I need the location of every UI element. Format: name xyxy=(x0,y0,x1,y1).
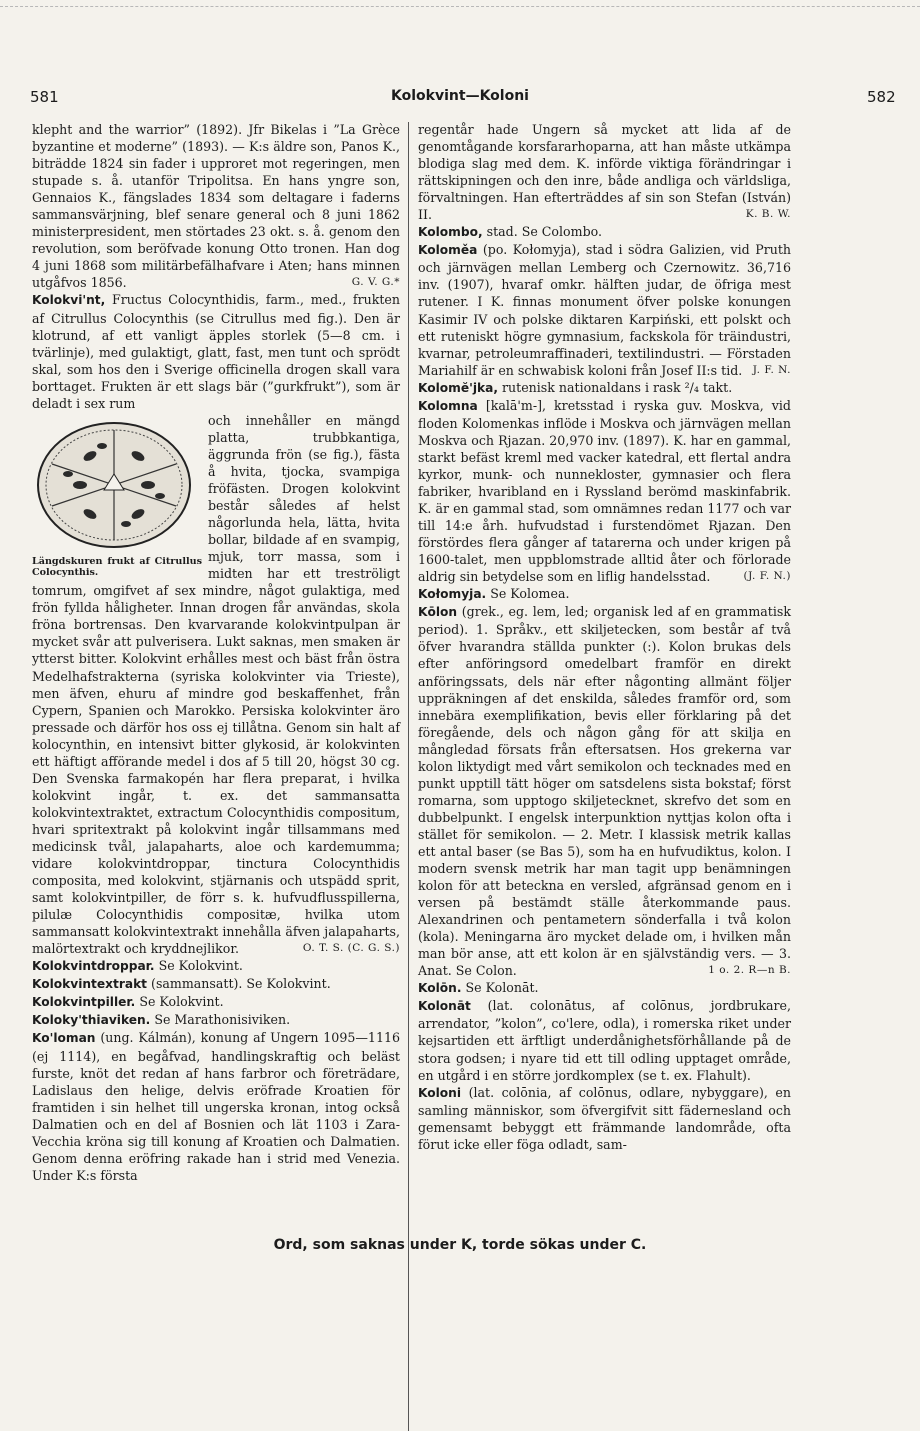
figure-caption: Längdskuren frukt af Citrullus Colocynthis. xyxy=(32,555,202,578)
fruit-figure xyxy=(32,416,202,578)
running-head: Kolokvint—Koloni xyxy=(391,88,529,104)
headword: Koloky'thiaviken. xyxy=(32,1013,151,1028)
signature: K. B. W. xyxy=(745,208,791,221)
entry-kolon: Kōlon (grek., eg. lem, led; organisk led af en grammatisk period). 1. Språkv., ett skiljetecken, som består af två öfver hvarandra ställda punkter (:). Kolon brukas dels efter anföringsord omedelbart framför en direkt anföringssats, dels när efter någonting allmänt följer uppräkningen af det enskilda, således framför ord, som innebära exemplifikation, bevis eller förklaring på det föregående, dels och någon gång för att skilja en mångledad försats från eftersatsen. Hos grekerna var kolon liktydigt med vårt semikolon och tecknades med en punkt upptill tätt höger om satsdelens sista bokstaf; först romarna, som upptogo skiljetecknet, skrefvo det som en dubbelpunkt. I engelsk interpunktion nyttjas kolon ofta i stället för semikolon. — 2. Metr. I klassisk metrik kallas ett antal baser (se Bas 5), som ha en hufvudiktus, kolon. I modern svensk metrik har man tagit upp benämningen kolon för att beteckna en versled, afgränsad genom en i versen på bestämdt ställe återkommande paus. Alexandrinen och pentametern sönderfalla i två kolon (kola). Meningarna äro mycket delade om, i hvilken mån man bör anse, att ett kolon är en självständig vers. — 3. Anat. Se Colon. 1 o. 2. R—n B. xyxy=(418,604,791,979)
left-column xyxy=(32,121,400,1184)
headword: Kolokvintpiller. xyxy=(32,995,136,1010)
entry-kolomyja: Kołomyja. Se Kolomea. xyxy=(418,586,570,602)
headword: Kolōn. xyxy=(418,981,462,996)
headword: Kołomyja. xyxy=(418,587,487,602)
entry-kolokvintdroppar: Kolokvintdroppar. Se Kolokvint. xyxy=(32,958,243,974)
signature: (J. F. N.) xyxy=(743,570,791,583)
entry-koloni: Koloni (lat. colōnia, af colōnus, odlare, nybyggare), en samling människor, som öfvergifvit sitt fädernesland och gemensamt bebyggt ett främmande landområde, ofta förut icke eller föga odladt, sam- xyxy=(418,1084,791,1152)
headword: Koloni xyxy=(418,1085,462,1100)
entry-koloman-cont: regentår hade Ungern så mycket att lida af de genomtågande korsfararhoparna, att han måste utkämpa blodiga slag med dem. K. införde viktiga förändringar i rättskipningen och den inre, både andliga och världsliga, förvaltningen. Han efterträddes af sin son Stefan (István) II. K. B. W. xyxy=(418,122,791,223)
entry-koloman: Ko'loman (ung. Kálmán), konung af Ungern 1095—1116 (ej 1114), en begåfvad, handlingskraftig och beläst furste, knöt det redan af hans farbror och företrädare, Ladislaus den helige, delvis eröfrade Kroatien för framtiden i sin helhet till ungerska kronan, intog också Dalmatien och en del af Bosnien och lät 1103 i Zara-Vecchia kröna sig till konung af Kroatien och Dalmatien. Genom denna eröfring rakade han i strid med Venezia. Under K:s första xyxy=(32,1030,400,1183)
entry-kolokythiaviken: Koloky'thiaviken. Se Marathonisiviken. xyxy=(32,1012,291,1028)
page-number-left: 581 xyxy=(30,88,59,106)
entry-kolokvintextrakt: Kolokvintextrakt (sammansatt). Se Kolokvint. xyxy=(32,976,331,992)
page-footer: Ord, som saknas under K, torde sökas under C. xyxy=(273,1237,647,1253)
column-divider xyxy=(408,122,409,1431)
headword: Kolonāt xyxy=(418,999,471,1014)
right-column xyxy=(418,121,791,1153)
entry-continuation: klepht and the warrior” (1892). Jfr Bikelas i ”La Grèce byzantine et moderne” (1893). — K:s äldre son, Panos K., biträdde 1824 sin fader i upproret mot regeringen, men stupade s. å. utanför Tripolitsa. En hans yngre son, Gennaios K., fängslades 1834 som deltagare i faderns sammansvärjning, blef senare general och 8 juni 1862 ministerpresident, men störtades 23 okt. s. å. genom den revolution, som beröfvade konung Otto tronen. Han dog 4 juni 1868 som militärbefälhafvare i Aten; hans minnen utgåfvos 1856. G. V. G.* xyxy=(32,122,400,291)
headword: Kolombo, xyxy=(418,225,483,240)
headword: Ko'loman xyxy=(32,1031,96,1046)
entry-kolomea: Koloměa (po. Kołomyja), stad i södra Galizien, vid Pruth och järnvägen mellan Lemberg och Czernowitz. 36,716 inv. (1907), hvaraf omkr. hälften judar, de öfriga mest rutener. I K. finnas monument öfver polske konungen Kasimir IV och polske diktaren Karpiński, ett polskt och ett ruteniskt högre gymnasium, fackskola för träindustri, kvarnar, petroleumraffinaderi, textilindustri. — Förstaden Mariahilf är en schwabisk koloni från Josef II:s tid. J. F. N. xyxy=(418,242,792,378)
headword: Kolomĕ'jka, xyxy=(418,380,498,395)
headword: Kolokvi'nt, xyxy=(32,293,106,308)
headword: Koloměa xyxy=(418,243,478,258)
signature: 1 o. 2. R—n B. xyxy=(708,964,791,977)
signature: O. T. S. (C. G. S.) xyxy=(302,942,400,955)
headword: Kolokvintdroppar. xyxy=(32,959,155,974)
entry-kolomna: Kolomna [kalā'm-], kretsstad i ryska guv. Moskva, vid floden Kolomenkas inflöde i Moskva och järnvägen mellan Moskva och Rjazan. 20,970 inv. (1897). K. har en gammal, starkt befäst kreml med vacker katedral, ett flertal andra kyrkor, munk- och nunnekloster, gymnasier och flera fabriker, hvaribland en i Ryssland berömd maskinfabrik. K. är en gammal stad, som omnämnes redan 1177 och var till 14:e årh. hufvudstad i furstendömet Rjazan. Den förstördes flera gånger af tatarerna och under krigen på 1600-talet, men uppblomstrade alltid åter och förlorade aldrig sin betydelse som en liflig handelsstad. (J. F. N.) xyxy=(418,397,791,585)
entry-kolon-ref: Kolōn. Se Kolonāt. xyxy=(418,980,539,996)
entry-kolombo: Kolombo, stad. Se Colombo. xyxy=(418,224,602,240)
entry-kolonat: Kolonāt (lat. colonātus, af colōnus, jordbrukare, arrendator, ”kolon”, co'lere, odla), i romerska riket under kejsartiden ett ärftligt underdånighetsförhållande på de stora godsen; i nyare tid ett till odling upptaget område, en utgård i en större jordkomplex (se t. ex. Flahult). xyxy=(418,998,791,1083)
headword: Kolokvintextrakt xyxy=(32,977,148,992)
signature: G. V. G.* xyxy=(351,276,400,289)
entry-kolokvintpiller: Kolokvintpiller. Se Kolokvint. xyxy=(32,994,224,1010)
colocynth-fruit-icon xyxy=(32,416,196,554)
entry-kolokvint: Kolokvi'nt, Fructus Colocynthidis, farm., med., frukten af Citrullus Colocynthis (se Citrullus med fig.). Den är klotrund, af ett vanligt äpples storlek (5—8 cm. i tvärlinje), med gulaktigt, glatt, fast, men tunt och sprödt skal, som hos den i Sverige officinella drogen skall vara borttaget. Frukten är ett slags bär (”gurkfrukt”), som är deladt i sex rum xyxy=(32,292,400,411)
signature: J. F. N. xyxy=(752,363,791,376)
headword: Kolomna xyxy=(418,398,478,413)
scan-top-rule xyxy=(0,6,920,7)
entry-kolomejka: Kolomĕ'jka, rutenisk nationaldans i rask ²/₄ takt. xyxy=(418,379,733,395)
page-number-right: 582 xyxy=(867,88,896,106)
headword: Kōlon xyxy=(418,605,458,620)
entry-kolokvint-cont: och innehåller en mängd platta, trubbkantiga, äggrunda frön (se fig.), fästa å hvita, tjocka, svampiga fröfästen. Drogen kolokvint består således af helst någorlunda hela, lätta, hvita bollar, bildade af en svampig, mjuk, torr massa, som i midten har ett treströligt tomrum, omgifvet af sex mindre, något gulaktiga, med frön fyllda håligheter. Innan drogen får användas, skola fröna bortrensas. Den kvarvarande kolokvintpulpan är mycket svår att pulverisera. Lukt saknas, men smaken är ytterst bitter. Kolokvint erhålles mest och bäst från östra Medelhafstrakterna (syriska kolokvinter via Trieste), men äfven, ehuru af mindre god beskaffenhet, från Cypern, Spanien och Marokko. Persiska kolokvinter äro pressade och därför hos oss ej tillåtna. Genom sin halt af kolocynthin, en intensivt bitter glykosid, är kolokvinten ett häftigt afförande medel i dos af 5 till 20, högst 30 cg. Den Svenska farmakopén har flera preparat, i hvilka kolokvint ingår, t. ex. det sammansatta kolokvintextraktet, extractum Colocynthidis compositum, hvari spritextrakt på kolokvint ingår tillsammans med medicinsk tvål, jalapaharts, aloe och kardemumma; vidare kolokvintdroppar, tinctura Colocynthidis composita, med kolokvint, stjärnanis och utspädd sprit, samt kolokvintpiller, de förr s. k. hufvudflusspillerna, pilulæ Colocynthidis compositæ, hvilka utom sammansatt kolokvintextrakt innehålla äfven jalapaharts, malörtextrakt och kryddnejlikor. O. T. S. (C. G. S.) xyxy=(32,412,400,957)
